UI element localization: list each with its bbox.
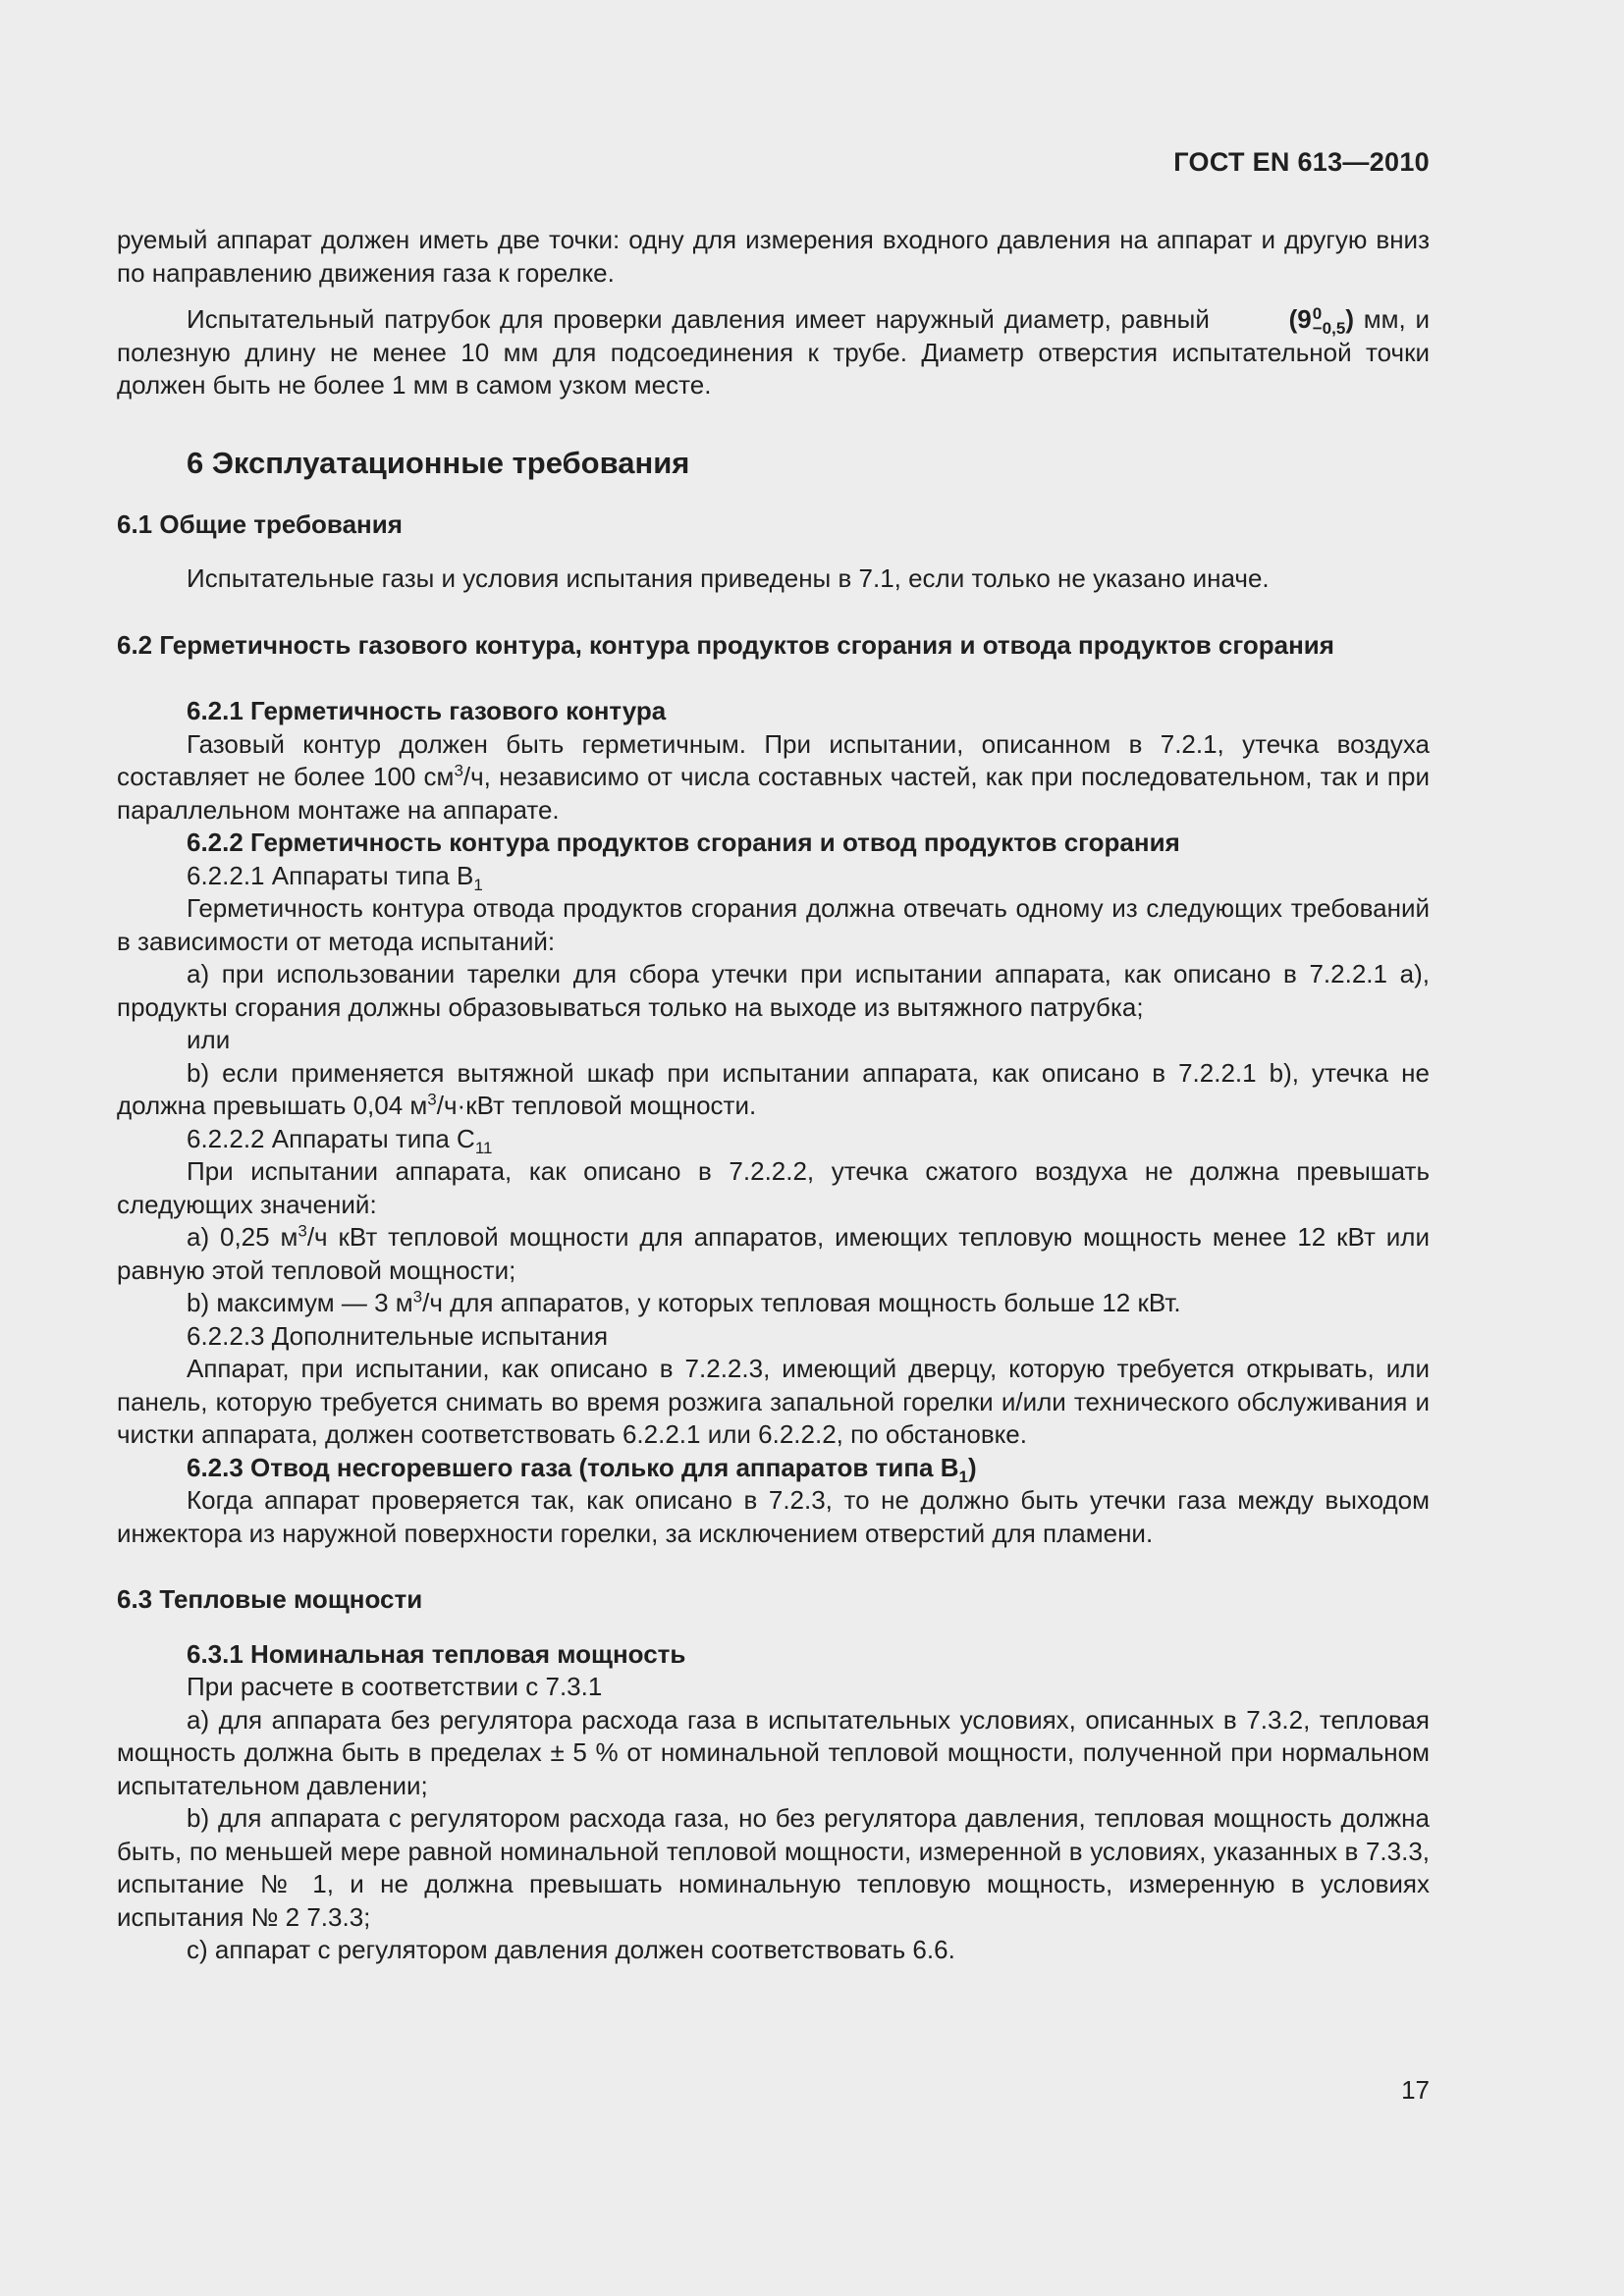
section-6-2-3-text: Когда аппарат проверяется так, как описано в 7.2.3, то не должно быть утечки газа между выходом инжектора из наружной поверхности горелки, за исключением отверстий для пламени. <box>117 1485 1430 1548</box>
document-header: ГОСТ EN 613—2010 <box>1173 147 1430 177</box>
page-number: 17 <box>1401 2075 1430 2105</box>
list-item-b: b) для аппарата с регулятором расхода газа, но без регулятора давления, тепловая мощность должна быть, по меньшей мере равной номинальной тепловой мощности, измеренной в условиях, указанных в 7.3.3, испытание № 1, и не должна превышать номинальную тепловую мощность, измеренную в условиях испытания № 2 7.3.3; <box>117 1803 1430 1932</box>
page-body <box>117 224 1430 1967</box>
intro-paragraph: руемый аппарат должен иметь две точки: одну для измерения входного давления на аппарат и другую вниз по направлению движения газа к горелке. <box>117 225 1430 288</box>
section-6-2-2-title: 6.2.2 Герметичность контура продуктов сгорания и отвод продуктов сгорания <box>187 828 1180 857</box>
list-item-c: c) аппарат с регулятором давления должен соответствовать 6.6. <box>187 1935 955 1964</box>
section-6-2-2-3-title: 6.2.2.3 Дополнительные испытания <box>187 1320 609 1351</box>
list-item-a: a) 0,25 $м^3/ч$ кВт тепловой мощности для аппаратов, имеющих тепловую мощность менее 12 кВт или равную этой тепловой мощности; <box>117 1221 1431 1285</box>
section-6-2-2-2-text: При испытании аппарата, как описано в 7.2.2.2, утечка сжатого воздуха не должна превышать следующих значений: <box>117 1156 1430 1219</box>
section-6-3-title: 6.3 Тепловые мощности <box>117 1584 423 1614</box>
list-item-a: a) для аппарата без регулятора расхода газа в испытательных условиях, описанных в 7.3.2, тепловая мощность должна быть в пределах ± 5 % от номинальной тепловой мощности, полученной при нормальном испытательном давлении; <box>117 1704 1430 1800</box>
section-6-2-2-3-text: Аппарат, при испытании, как описано в 7.2.2.3, имеющий дверцу, которую требуется открывать, или панель, которую требуется снимать во время розжига запальной горелки и/или технического обслуживания и чистки аппарата, должен соответствовать 6.2.2.1 или 6.2.2.2, по обстановке. <box>117 1354 1430 1449</box>
list-item-b: b) если применяется вытяжной шкаф при испытании аппарата, как описано в 7.2.2.1 b), утечка не должна превышать 0,04 $м^3/ч\cdot кВт$ тепловой мощности. <box>117 1057 1430 1120</box>
section-6-1-title: 6.1 Общие требования <box>117 508 403 539</box>
section-6-title: 6 Эксплуатационные требования <box>187 445 690 480</box>
section-6-2-1-text: Газовый контур должен быть герметичным. При испытании, описанном в 7.2.1, утечка воздуха составляет не более 100 $см^3/ч$, независимо от числа составных частей, как при последовательном, так и при параллельном монтаже на аппарате. <box>117 728 1430 825</box>
list-item-a: a) при использовании тарелки для сбора утечки при испытании аппарата, как описано в 7.2.2.1 a), продукты сгорания должны образовываться только на выходе из вытяжного патрубка; <box>117 959 1430 1022</box>
section-6-2-3-title: 6.2.3 Отвод несгоревшего газа (только для аппаратов типа $B_1$) <box>187 1452 977 1486</box>
list-item-b: b) максимум — 3 $м^3/ч$ для аппаратов, у которых тепловая мощность больше 12 кВт. <box>187 1287 1181 1317</box>
section-6-2-1-title: 6.2.1 Герметичность газового контура <box>187 696 667 725</box>
list-or: или <box>187 1025 231 1054</box>
section-6-2-title: 6.2 Герметичность газового контура, контура продуктов сгорания и отвода продуктов сгорания <box>117 629 1334 660</box>
tolerance-value: (9 0 −0,5 ) <box>1288 304 1354 339</box>
section-6-2-2-1-title: 6.2.2.1 Аппараты типа $B_1$ <box>187 860 483 894</box>
section-6-3-1-intro: При расчете в соответствии с 7.3.1 <box>187 1672 603 1701</box>
section-6-2-2-2-title: 6.2.2.2 Аппараты типа $C_{11}$ <box>187 1123 493 1157</box>
section-6-3-1-title: 6.3.1 Номинальная тепловая мощность <box>187 1638 686 1669</box>
section-6-2-2-1-text: Герметичность контура отвода продуктов сгорания должна отвечать одному из следующих требований в зависимости от метода испытаний: <box>117 893 1430 956</box>
section-6-1-text: Испытательные газы и условия испытания приведены в 7.1, если только не указано иначе. <box>187 563 1270 593</box>
intro-paragraph-2: Испытательный патрубок для проверки давления имеет наружный диаметр, равный (9 0 −0,5 ) мм, и полезную длину не менее 10 мм для подсоединения к трубе. Диаметр отверстия испытательной точки должен быть не более 1 мм в самом узком месте. <box>117 304 1430 400</box>
